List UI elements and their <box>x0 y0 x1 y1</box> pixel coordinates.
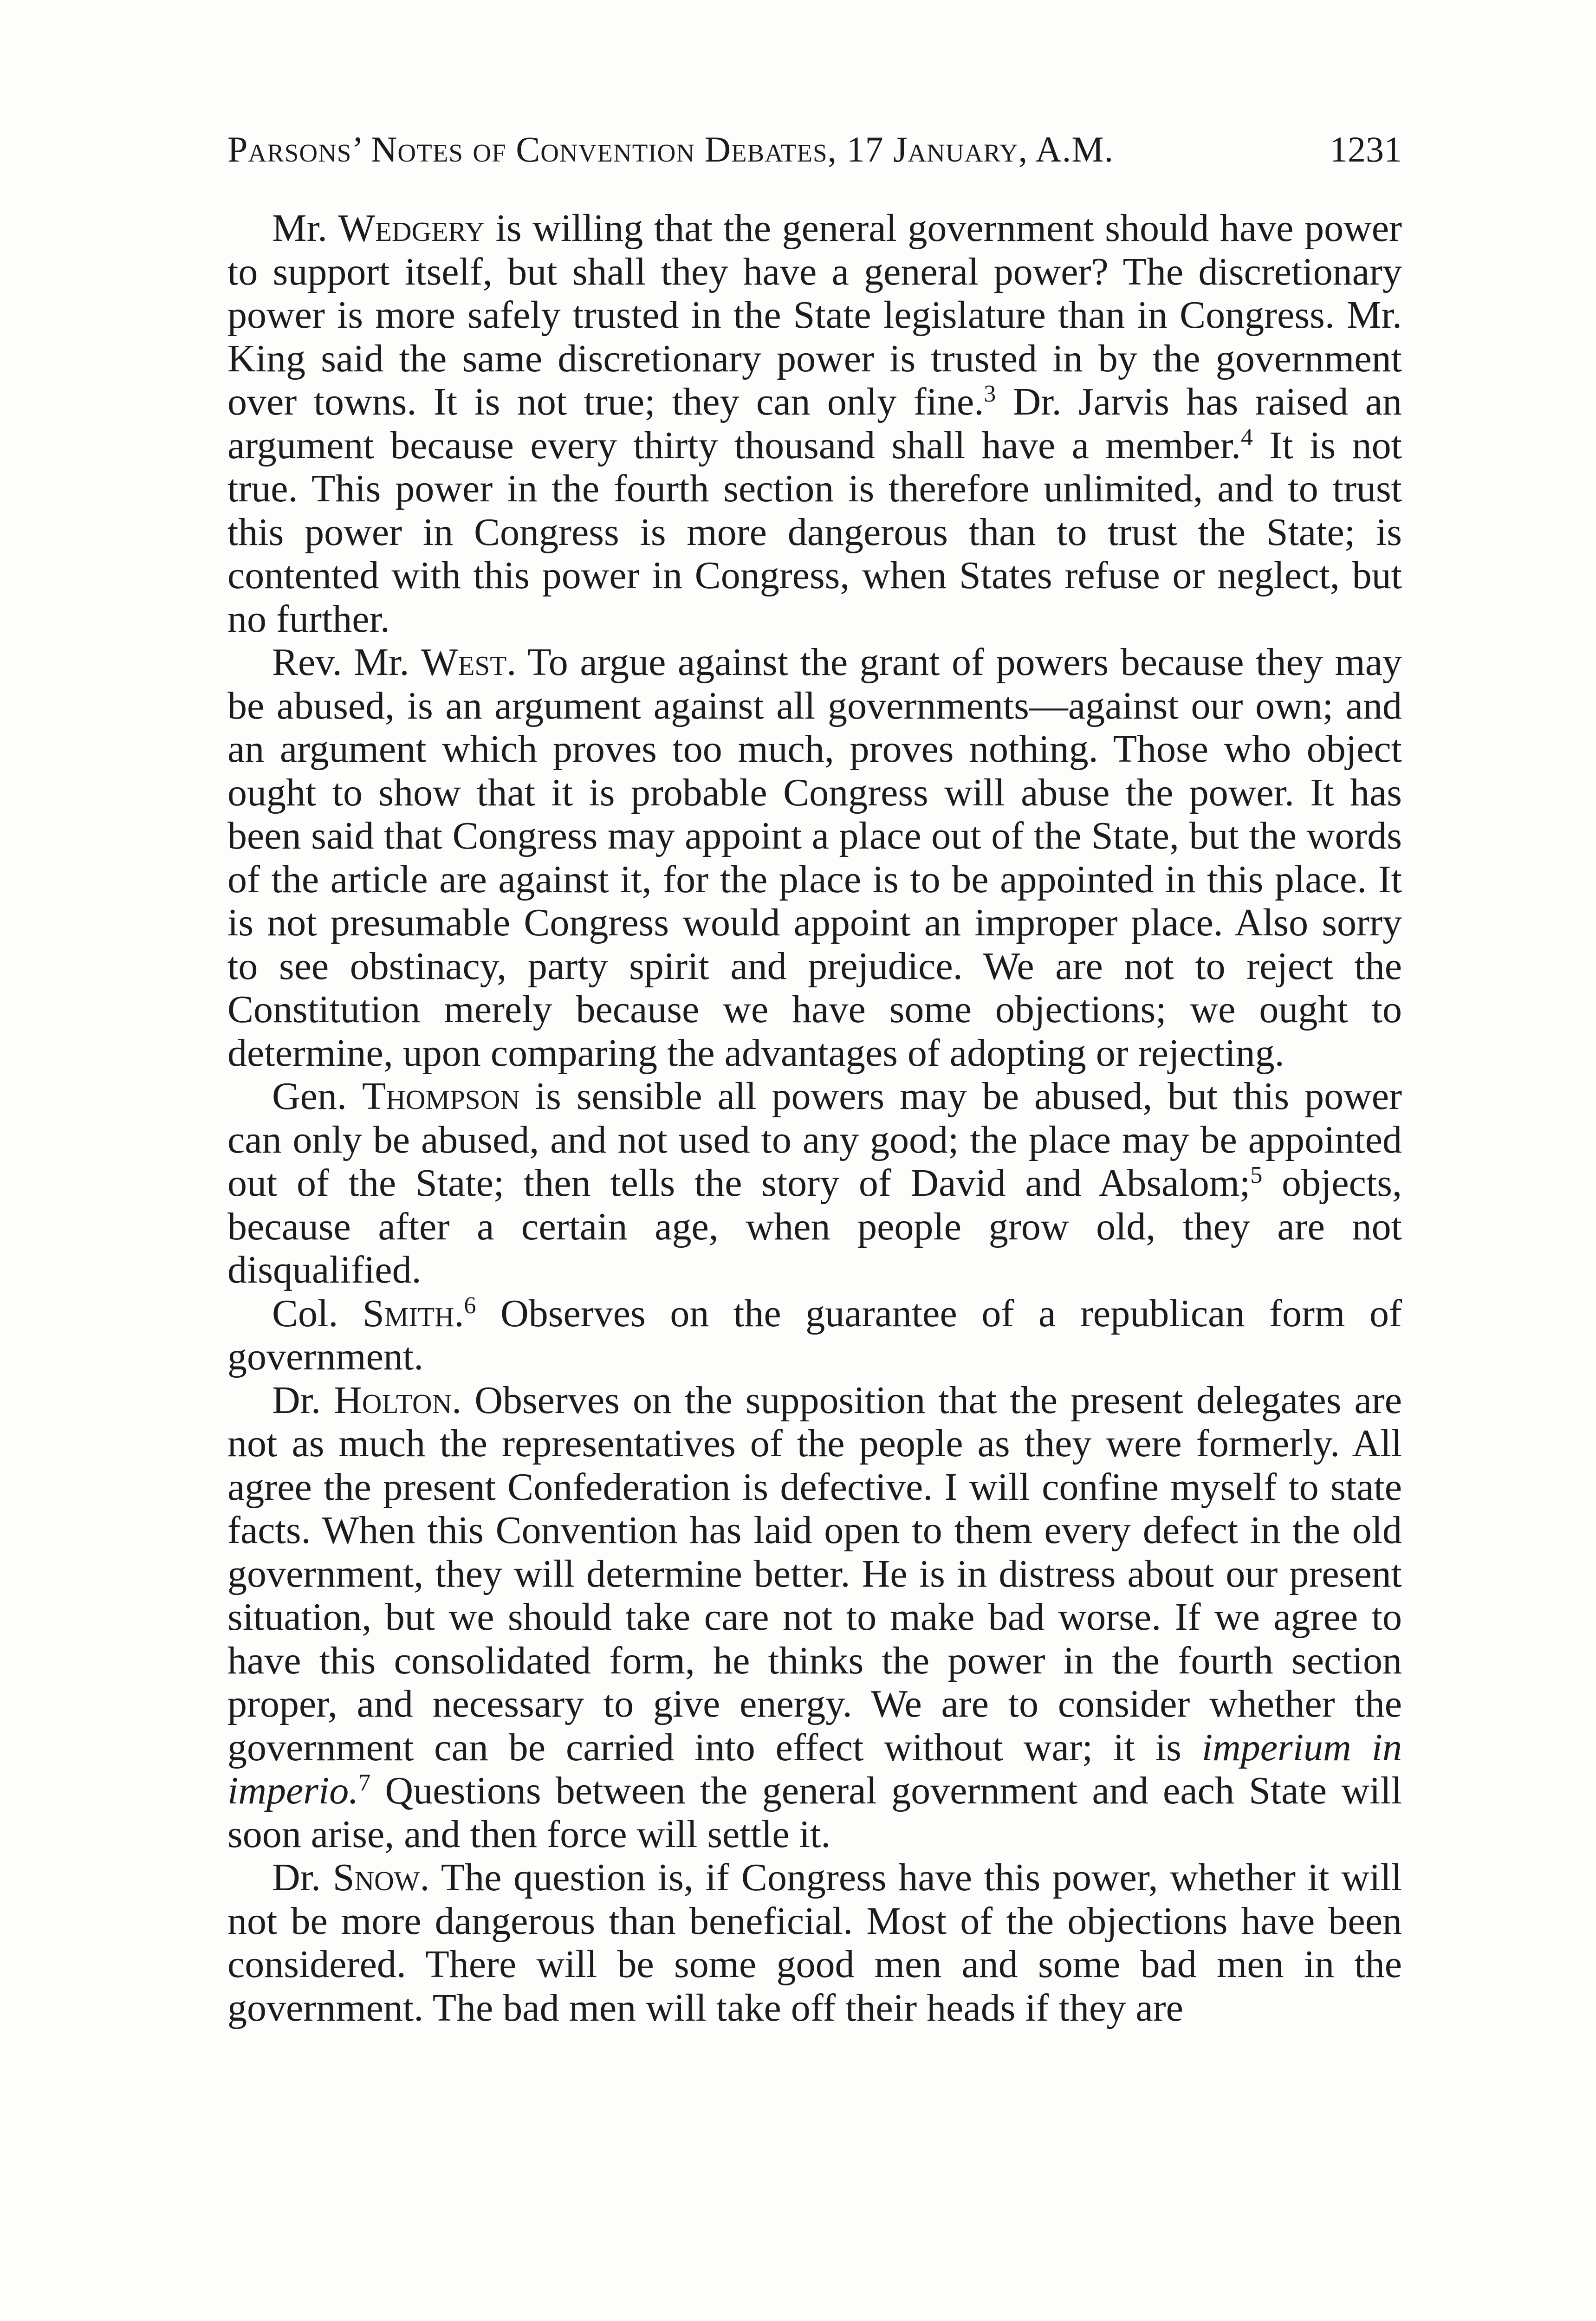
speaker-name: Holton <box>334 1378 452 1422</box>
footnote-ref: 3 <box>984 381 996 407</box>
footnote-ref: 5 <box>1250 1162 1263 1188</box>
footnote-ref: 6 <box>464 1292 476 1319</box>
page-number: 1231 <box>1330 129 1402 169</box>
paragraph-smith: Col. Smith.$^6$ Observes on the guarantee of a republican form of government. <box>227 1291 1402 1378</box>
body-text <box>227 207 1402 2029</box>
latin-phrase: imperium in imperio. <box>227 1725 1402 1812</box>
paragraph-wedgery: Mr. Wedgery is willing that the general government should have power to support itself, but shall they have a general power? The discretionary power is more safely trusted in the State legislature than in Congress. Mr. King said the same discretionary power is trusted in by the government over towns. It is not true; they can only fine.$^3$ Dr. Jarvis has raised an argument because every thirty thousand shall have a member.$^4$ It is not true. This power in the fourth section is therefore unlimited, and to trust this power in Congress is more dangerous than to trust the State; is contented with this power in Congress, when States refuse or neglect, but no further. <box>227 207 1402 641</box>
speaker-name: Wedgery <box>338 207 485 250</box>
paragraph-west: Rev. Mr. West. To argue against the grant of powers because they may be abused, is an argument against all governments—against our own; and an argument which proves too much, proves nothing. Those who object ought to show that it is probable Congress will abuse the power. It has been said that Congress may appoint a place out of the State, but the words of the article are against it, for the place is to be appointed in this place. It is not presumable Congress would appoint an improper place. Also sorry to see obstinacy, party spirit and prejudice. We are not to reject the Constitution merely because we have some objections; we ought to determine, upon comparing the advantages of adopting or rejecting. <box>227 641 1402 1075</box>
footnote-ref: 7 <box>358 1770 371 1796</box>
speaker-name: Thompson <box>362 1075 520 1118</box>
paragraph-holton: Dr. Holton. Observes on the supposition that the present delegates are not as much the representatives of the people as they were formerly. All agree the present Confederation is defective. I will confine myself to state facts. When this Convention has laid open to them every defect in the old government, they will determine better. He is in distress about our present situation, but we should take care not to make bad worse. If we agree to have this consolidated form, he thinks the power in the fourth section proper, and necessary to give energy. We are to consider whether the government can be carried into effect without war; it is imperium in imperio.$^7$ Questions between the general government and each State will soon arise, and then force will settle it. <box>227 1378 1402 1856</box>
paragraph-thompson: Gen. Thompson is sensible all powers may be abused, but this power can only be abused, and not used to any good; the place may be appointed out of the State; then tells the story of David and Absalom;$^5$ objects, because after a certain age, when people grow old, they are not disqualified. <box>227 1075 1402 1291</box>
speaker-name: West <box>421 641 507 684</box>
speaker-name: Smith <box>363 1291 454 1335</box>
running-head <box>227 122 1402 177</box>
speaker-name: Snow <box>332 1856 420 1899</box>
running-title: Parsons’ Notes of Convention Debates, 17 January, A.M. <box>227 129 1114 169</box>
paragraph-snow: Dr. Snow. The question is, if Congress have this power, whether it will not be more dangerous than beneficial. Most of the objections have been considered. There will be some good men and some bad men in the government. The bad men will take off their heads if they are <box>227 1856 1402 2029</box>
footnote-ref: 4 <box>1240 424 1253 451</box>
